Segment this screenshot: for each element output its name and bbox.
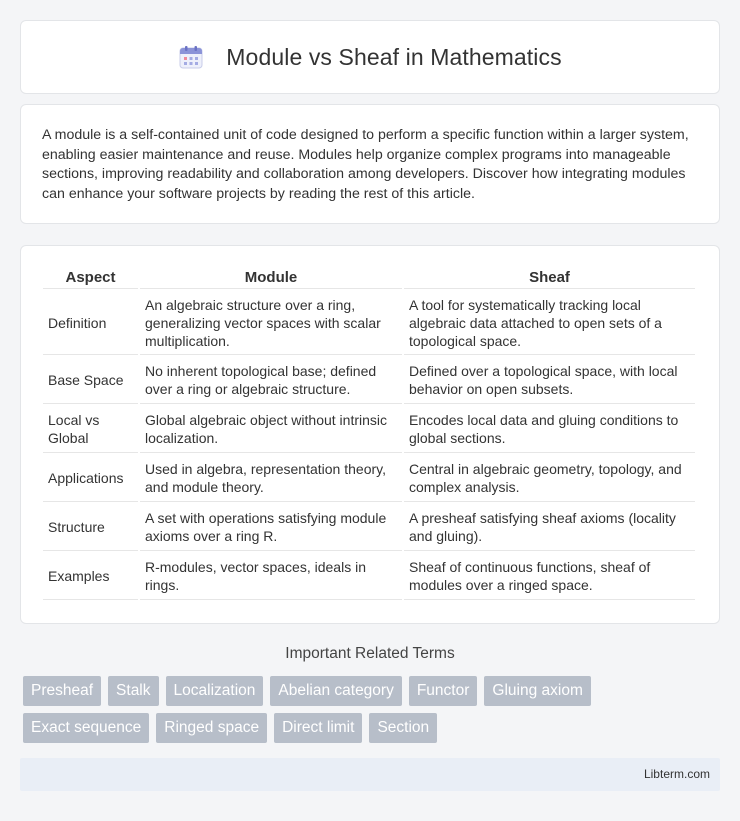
cell-module: A set with operations satisfying module axioms over a ring R. — [140, 504, 402, 551]
cell-aspect: Examples — [43, 553, 138, 600]
cell-aspect: Local vs Global — [43, 406, 138, 453]
cell-sheaf: A presheaf satisfying sheaf axioms (locality and gluing). — [404, 504, 695, 551]
comparison-card — [20, 245, 720, 624]
table-row — [43, 406, 695, 453]
cell-module: No inherent topological base; defined over a ring or algebraic structure. — [140, 357, 402, 404]
cell-aspect: Definition — [43, 291, 138, 355]
cell-module: Used in algebra, representation theory, and module theory. — [140, 455, 402, 502]
intro-text: A module is a self-contained unit of code designed to perform a specific function within a larger system, enabling easier maintenance and reuse. Modules help organize complex programs into manageable sections, improving readability and collaboration among developers. Discover how integrating modules can enhance your software projects by reading the rest of this article. — [42, 127, 689, 202]
header-aspect: Aspect — [43, 268, 138, 289]
related-terms-tags — [23, 676, 723, 743]
related-terms-section — [0, 645, 740, 663]
tag-direct-limit[interactable]: Direct limit — [274, 713, 362, 743]
cell-aspect: Base Space — [43, 357, 138, 404]
table-row — [43, 553, 695, 600]
tag-functor[interactable]: Functor — [409, 676, 478, 706]
table-header-row — [43, 268, 695, 289]
header-card — [20, 20, 720, 94]
related-terms-title: Important Related Terms — [285, 645, 455, 662]
tag-section[interactable]: Section — [369, 713, 437, 743]
header-module: Module — [140, 268, 402, 289]
tag-stalk[interactable]: Stalk — [108, 676, 158, 706]
cell-module: Global algebraic object without intrinsic localization. — [140, 406, 402, 453]
table-row — [43, 291, 695, 355]
cell-aspect: Structure — [43, 504, 138, 551]
header — [178, 44, 561, 71]
header-sheaf: Sheaf — [404, 268, 695, 289]
cell-sheaf: Central in algebraic geometry, topology, and complex analysis. — [404, 455, 695, 502]
tag-presheaf[interactable]: Presheaf — [23, 676, 101, 706]
tag-abelian-category[interactable]: Abelian category — [270, 676, 401, 706]
footer-site-link[interactable]: Libterm.com — [643, 767, 710, 781]
cell-aspect: Applications — [43, 455, 138, 502]
cell-module: An algebraic structure over a ring, generalizing vector spaces with scalar multiplication. — [140, 291, 402, 355]
cell-module: R-modules, vector spaces, ideals in rings. — [140, 553, 402, 600]
cell-sheaf: Encodes local data and gluing conditions to global sections. — [404, 406, 695, 453]
footer — [20, 758, 720, 791]
cell-sheaf: Sheaf of continuous functions, sheaf of modules over a ringed space. — [404, 553, 695, 600]
cell-sheaf: Defined over a topological space, with local behavior on open subsets. — [404, 357, 695, 404]
intro-card — [20, 104, 720, 224]
comparison-table — [41, 266, 697, 602]
page-title: Module vs Sheaf in Mathematics — [226, 43, 562, 70]
tag-ringed-space[interactable]: Ringed space — [156, 713, 267, 743]
cell-sheaf: A tool for systematically tracking local algebraic data attached to open sets of a topological space. — [404, 291, 695, 355]
tag-gluing-axiom[interactable]: Gluing axiom — [484, 676, 590, 706]
calendar-icon — [178, 44, 204, 70]
table-row — [43, 455, 695, 502]
table-row — [43, 504, 695, 551]
tag-exact-sequence[interactable]: Exact sequence — [23, 713, 149, 743]
table-row — [43, 357, 695, 404]
tag-localization[interactable]: Localization — [166, 676, 264, 706]
